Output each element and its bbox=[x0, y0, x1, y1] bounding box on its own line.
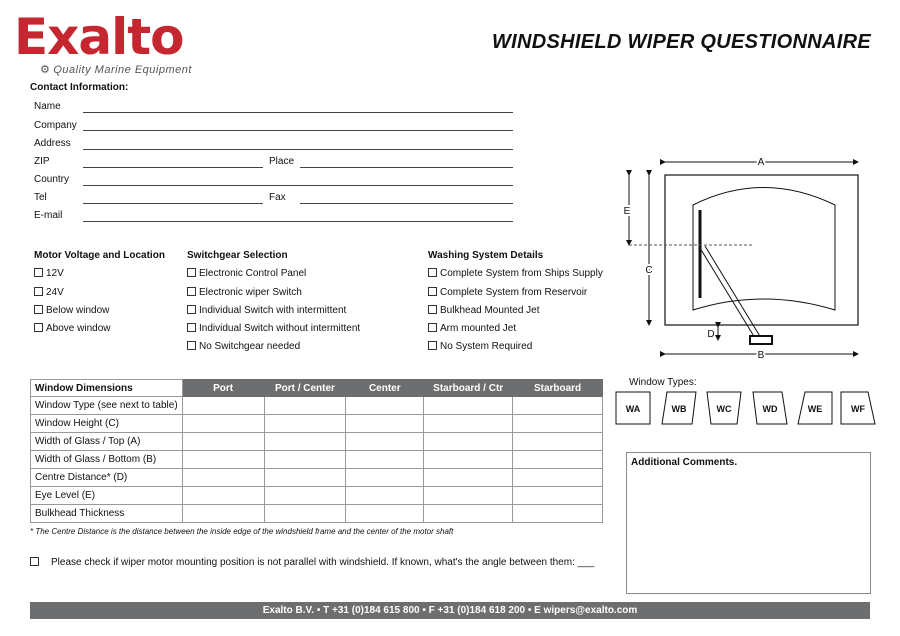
table-header: Port bbox=[182, 380, 264, 397]
zip-label: ZIP bbox=[34, 156, 50, 167]
wiper-arm bbox=[705, 246, 761, 338]
table-cell[interactable] bbox=[424, 397, 513, 415]
table-cell[interactable] bbox=[424, 433, 513, 451]
table-cell[interactable] bbox=[513, 397, 603, 415]
checkbox[interactable] bbox=[428, 268, 437, 277]
parallel-question-text: Please check if wiper motor mounting position is not parallel with windshield. If known, what's the angle between them: ___ bbox=[51, 557, 595, 568]
table-cell[interactable] bbox=[264, 397, 346, 415]
table-cell[interactable] bbox=[424, 415, 513, 433]
wipe-area bbox=[693, 188, 835, 311]
gear-icon: ⚙ bbox=[40, 64, 51, 76]
email-field[interactable] bbox=[83, 221, 513, 222]
window-type-wc-label: WC bbox=[716, 404, 732, 414]
additional-comments-box[interactable] bbox=[626, 452, 871, 594]
washing-option[interactable]: Complete System from Ships Supply bbox=[428, 268, 603, 279]
switchgear-heading: Switchgear Selection bbox=[187, 250, 288, 261]
country-field[interactable] bbox=[83, 185, 513, 186]
dim-b-label: B bbox=[757, 350, 765, 361]
table-cell[interactable] bbox=[346, 451, 424, 469]
motor-option-below[interactable]: Below window bbox=[34, 305, 109, 316]
window-frame bbox=[665, 175, 858, 325]
checkbox[interactable] bbox=[34, 268, 43, 277]
checkbox[interactable] bbox=[187, 268, 196, 277]
table-header-row bbox=[31, 380, 603, 397]
windshield-diagram bbox=[615, 148, 870, 363]
window-dimensions-table bbox=[30, 379, 603, 523]
checkbox[interactable] bbox=[187, 323, 196, 332]
checkbox[interactable] bbox=[34, 323, 43, 332]
company-field[interactable] bbox=[83, 130, 513, 131]
checkbox[interactable] bbox=[30, 557, 39, 566]
window-type-we-label: WE bbox=[807, 404, 823, 414]
switchgear-option[interactable]: Electronic Control Panel bbox=[187, 268, 306, 279]
checkbox[interactable] bbox=[187, 287, 196, 296]
table-row bbox=[31, 469, 603, 487]
checkbox[interactable] bbox=[187, 341, 196, 350]
table-cell[interactable] bbox=[513, 505, 603, 523]
parallel-question[interactable] bbox=[30, 557, 594, 568]
switchgear-option[interactable]: No Switchgear needed bbox=[187, 341, 300, 352]
row-label: Centre Distance* (D) bbox=[31, 469, 183, 487]
washing-option[interactable]: No System Required bbox=[428, 341, 532, 352]
email-label: E-mail bbox=[34, 210, 63, 221]
table-cell[interactable] bbox=[424, 469, 513, 487]
checkbox[interactable] bbox=[34, 305, 43, 314]
address-field[interactable] bbox=[83, 149, 513, 150]
table-row bbox=[31, 505, 603, 523]
footer-contact-bar: Exalto B.V. • T +31 (0)184 615 800 • F +31 (0)184 618 200 • E wipers@exalto.com bbox=[30, 602, 870, 619]
table-cell[interactable] bbox=[346, 469, 424, 487]
document-title: WINDSHIELD WIPER QUESTIONNAIRE bbox=[491, 31, 871, 53]
company-label: Company bbox=[34, 120, 77, 131]
table-cell[interactable] bbox=[513, 469, 603, 487]
checkbox[interactable] bbox=[428, 305, 437, 314]
table-row bbox=[31, 451, 603, 469]
comments-label: Additional Comments. bbox=[631, 457, 738, 468]
table-header: Starboard bbox=[513, 380, 603, 397]
table-cell[interactable] bbox=[513, 487, 603, 505]
address-label: Address bbox=[34, 138, 71, 149]
table-cell[interactable] bbox=[264, 469, 346, 487]
motor-option-above[interactable]: Above window bbox=[34, 323, 110, 334]
row-label: Width of Glass / Top (A) bbox=[31, 433, 183, 451]
table-row bbox=[31, 433, 603, 451]
motor-heading: Motor Voltage and Location bbox=[34, 250, 165, 261]
table-cell[interactable] bbox=[182, 433, 264, 451]
switchgear-option[interactable]: Individual Switch with intermittent bbox=[187, 305, 346, 316]
table-cell[interactable] bbox=[264, 505, 346, 523]
table-cell[interactable] bbox=[264, 487, 346, 505]
dim-e-label: E bbox=[623, 206, 631, 217]
row-label: Eye Level (E) bbox=[31, 487, 183, 505]
table-header: Center bbox=[346, 380, 424, 397]
dim-a-label: A bbox=[757, 157, 765, 168]
table-cell[interactable] bbox=[182, 415, 264, 433]
country-label: Country bbox=[34, 174, 70, 185]
row-label: Bulkhead Thickness bbox=[31, 505, 183, 523]
motor-option-24v[interactable]: 24V bbox=[34, 287, 64, 298]
washing-heading: Washing System Details bbox=[428, 250, 544, 261]
motor-option-12v[interactable]: 12V bbox=[34, 268, 64, 279]
table-cell[interactable] bbox=[346, 415, 424, 433]
row-label: Width of Glass / Bottom (B) bbox=[31, 451, 183, 469]
table-row bbox=[31, 487, 603, 505]
checkbox[interactable] bbox=[428, 323, 437, 332]
table-cell[interactable] bbox=[424, 505, 513, 523]
fax-label: Fax bbox=[269, 192, 286, 203]
table-row bbox=[31, 397, 603, 415]
checkbox[interactable] bbox=[34, 287, 43, 296]
name-label: Name bbox=[34, 101, 61, 112]
table-cell[interactable] bbox=[264, 415, 346, 433]
window-type-wd-label: WD bbox=[762, 404, 778, 414]
washing-option[interactable]: Arm mounted Jet bbox=[428, 323, 516, 334]
window-type-wa-label: WA bbox=[625, 404, 641, 414]
table-cell[interactable] bbox=[346, 505, 424, 523]
window-types-label: Window Types: bbox=[629, 377, 697, 388]
switchgear-option[interactable]: Individual Switch without intermittent bbox=[187, 323, 360, 334]
row-label: Window Type (see next to table) bbox=[31, 397, 183, 415]
table-cell[interactable] bbox=[264, 433, 346, 451]
zip-field[interactable] bbox=[83, 167, 263, 168]
table-cell[interactable] bbox=[513, 451, 603, 469]
table-cell[interactable] bbox=[346, 433, 424, 451]
table-header: Window Dimensions bbox=[31, 380, 183, 397]
table-cell[interactable] bbox=[424, 487, 513, 505]
table-cell[interactable] bbox=[182, 487, 264, 505]
table-header: Starboard / Ctr bbox=[424, 380, 513, 397]
company-logo: Exalto bbox=[14, 8, 184, 66]
row-label: Window Height (C) bbox=[31, 415, 183, 433]
centre-distance-note: * The Centre Distance is the distance between the inside edge of the windshield frame and the center of the motor shaft bbox=[30, 527, 454, 536]
checkbox[interactable] bbox=[428, 287, 437, 296]
tagline-text: Quality Marine Equipment bbox=[53, 64, 192, 76]
place-label: Place bbox=[269, 156, 295, 167]
dim-d-label: D bbox=[707, 329, 715, 340]
table-cell[interactable] bbox=[346, 397, 424, 415]
window-type-wb-label: WB bbox=[671, 404, 687, 414]
place-field[interactable] bbox=[300, 167, 513, 168]
dim-c-label: C bbox=[645, 265, 653, 276]
table-cell[interactable] bbox=[264, 451, 346, 469]
table-cell[interactable] bbox=[182, 469, 264, 487]
washing-option[interactable]: Complete System from Reservoir bbox=[428, 287, 587, 298]
table-header: Port / Center bbox=[264, 380, 346, 397]
checkbox[interactable] bbox=[187, 305, 196, 314]
table-cell[interactable] bbox=[424, 451, 513, 469]
contact-heading: Contact Information: bbox=[30, 82, 129, 93]
switchgear-option[interactable]: Electronic wiper Switch bbox=[187, 287, 302, 298]
window-type-wf-label: WF bbox=[851, 404, 865, 414]
washing-option[interactable]: Bulkhead Mounted Jet bbox=[428, 305, 540, 316]
fax-field[interactable] bbox=[300, 203, 513, 204]
table-cell[interactable] bbox=[513, 415, 603, 433]
table-cell[interactable] bbox=[346, 487, 424, 505]
table-row bbox=[31, 415, 603, 433]
table-cell[interactable] bbox=[182, 505, 264, 523]
checkbox[interactable] bbox=[428, 341, 437, 350]
wiper-motor bbox=[750, 336, 772, 344]
tel-field[interactable] bbox=[83, 203, 263, 204]
logo-tagline bbox=[40, 63, 192, 76]
table-cell[interactable] bbox=[182, 451, 264, 469]
name-field[interactable] bbox=[83, 112, 513, 113]
table-cell[interactable] bbox=[513, 433, 603, 451]
table-cell[interactable] bbox=[182, 397, 264, 415]
tel-label: Tel bbox=[34, 192, 47, 203]
